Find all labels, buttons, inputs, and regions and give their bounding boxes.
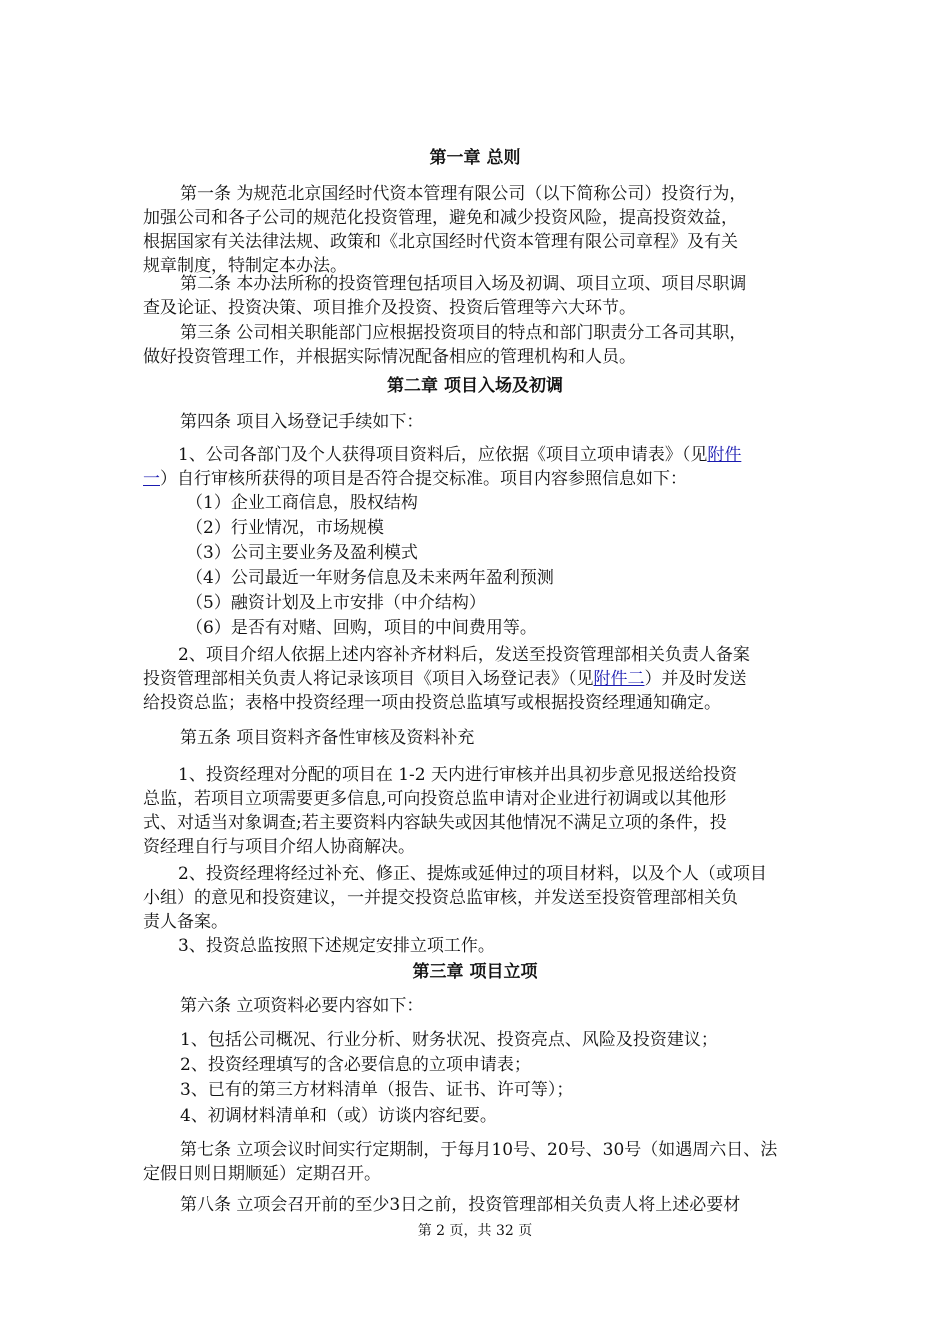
article-5-para-2-line-2: 小组）的意见和投资建议，一并提交投资总监审核，并发送至投资管理部相关负 <box>143 888 738 908</box>
article-5-para-1-line-4: 资经理自行与项目介绍人协商解决。 <box>143 837 415 857</box>
chapter-1-heading: 第一章 总则 <box>429 148 521 168</box>
list-item-6: （6）是否有对赌、回购，项目的中间费用等。 <box>186 618 537 638</box>
attachment-2-link[interactable]: 附件二 <box>593 669 645 689</box>
attachment-1-link-cont[interactable]: 一 <box>143 469 160 489</box>
list-item-1: （1）企业工商信息，股权结构 <box>186 493 418 513</box>
article-7-line-2: 定假日则日期顺延）定期召开。 <box>143 1164 381 1184</box>
article-4-para-2-text: 投资管理部相关负责人将记录该项目《项目入场登记表》（见 <box>143 669 594 689</box>
article-4-para-1-text: 1、公司各部门及个人获得项目资料后，应依据《项目立项申请表》（见 <box>178 445 708 465</box>
article-5-line-1: 第五条 项目资料齐备性审核及资料补充 <box>180 728 475 748</box>
chapter-3-heading: 第三章 项目立项 <box>412 962 538 982</box>
article-5-para-1-line-2: 总监，若项目立项需要更多信息,可向投资总监申请对企业进行初调或以其他形 <box>143 789 727 809</box>
article-5-para-1-line-1: 1、投资经理对分配的项目在 1-2 天内进行审核并出具初步意见报送给投资 <box>178 765 737 785</box>
list-item-5: （5）融资计划及上市安排（中介结构） <box>186 593 486 613</box>
article-4-para-2-text-b: ）并及时发送 <box>644 669 747 689</box>
article-5-para-2-line-3: 责人备案。 <box>143 912 228 932</box>
article-1-line-3: 根据国家有关法律法规、政策和《北京国经时代资本管理有限公司章程》及有关 <box>143 232 738 252</box>
attachment-1-link[interactable]: 附件 <box>707 445 742 465</box>
article-4-para-2-line-1: 2、项目介绍人依据上述内容补齐材料后，发送至投资管理部相关负责人备案 <box>178 645 750 665</box>
article-4-para-1-line-2 <box>143 467 687 491</box>
article-5-para-1-line-3: 式、对适当对象调查;若主要资料内容缺失或因其他情况不满足立项的条件，投 <box>143 813 727 833</box>
article-1-line-1: 第一条 为规范北京国经时代资本管理有限公司（以下简称公司）投资行为， <box>180 184 747 204</box>
article-6-item-2: 2、投资经理填写的含必要信息的立项申请表； <box>180 1055 531 1075</box>
chapter-2-heading: 第二章 项目入场及初调 <box>387 376 563 396</box>
article-6-item-4: 4、初调材料清单和（或）访谈内容纪要。 <box>180 1106 497 1126</box>
article-4-line-1: 第四条 项目入场登记手续如下： <box>180 412 424 432</box>
page-footer: 第 2 页，共 32 页 <box>417 1223 533 1239</box>
article-5-para-3: 3、投资总监按照下述规定安排立项工作。 <box>178 936 495 956</box>
article-1-line-2: 加强公司和各子公司的规范化投资管理，避免和减少投资风险，提高投资效益， <box>143 208 738 228</box>
article-2-line-2: 查及论证、投资决策、项目推介及投资、投资后管理等六大环节。 <box>143 298 636 318</box>
article-3-line-2: 做好投资管理工作，并根据实际情况配备相应的管理机构和人员。 <box>143 347 636 367</box>
article-8-line-1: 第八条 立项会召开前的至少3日之前，投资管理部相关负责人将上述必要材 <box>180 1195 741 1215</box>
article-2-line-1: 第二条 本办法所称的投资管理包括项目入场及初调、项目立项、项目尽职调 <box>180 274 747 294</box>
article-7-line-1: 第七条 立项会议时间实行定期制，于每月10号、20号、30号（如遇周六日、法 <box>180 1140 778 1160</box>
article-1-line-4: 规章制度，特制定本办法。 <box>143 256 347 276</box>
article-4-para-2-line-2 <box>143 667 747 691</box>
article-4-para-1-line-1 <box>178 443 741 467</box>
article-6-line-1: 第六条 立项资料必要内容如下： <box>180 996 424 1016</box>
article-6-item-1: 1、包括公司概况、行业分析、财务状况、投资亮点、风险及投资建议； <box>180 1030 718 1050</box>
article-4-para-2-line-3: 给投资总监；表格中投资经理一项由投资总监填写或根据投资经理通知确定。 <box>143 693 721 713</box>
list-item-4: （4）公司最近一年财务信息及未来两年盈利预测 <box>186 568 554 588</box>
list-item-2: （2）行业情况，市场规模 <box>186 518 384 538</box>
article-6-item-3: 3、已有的第三方材料清单（报告、证书、许可等）； <box>180 1080 574 1100</box>
list-item-3: （3）公司主要业务及盈利模式 <box>186 543 418 563</box>
article-5-para-2-line-1: 2、投资经理将经过补充、修正、提炼或延伸过的项目材料，以及个人（或项目 <box>178 864 767 884</box>
article-3-line-1: 第三条 公司相关职能部门应根据投资项目的特点和部门职责分工各司其职， <box>180 323 747 343</box>
article-4-para-1-text-2: ）自行审核所获得的项目是否符合提交标准。项目内容参照信息如下： <box>160 469 687 489</box>
